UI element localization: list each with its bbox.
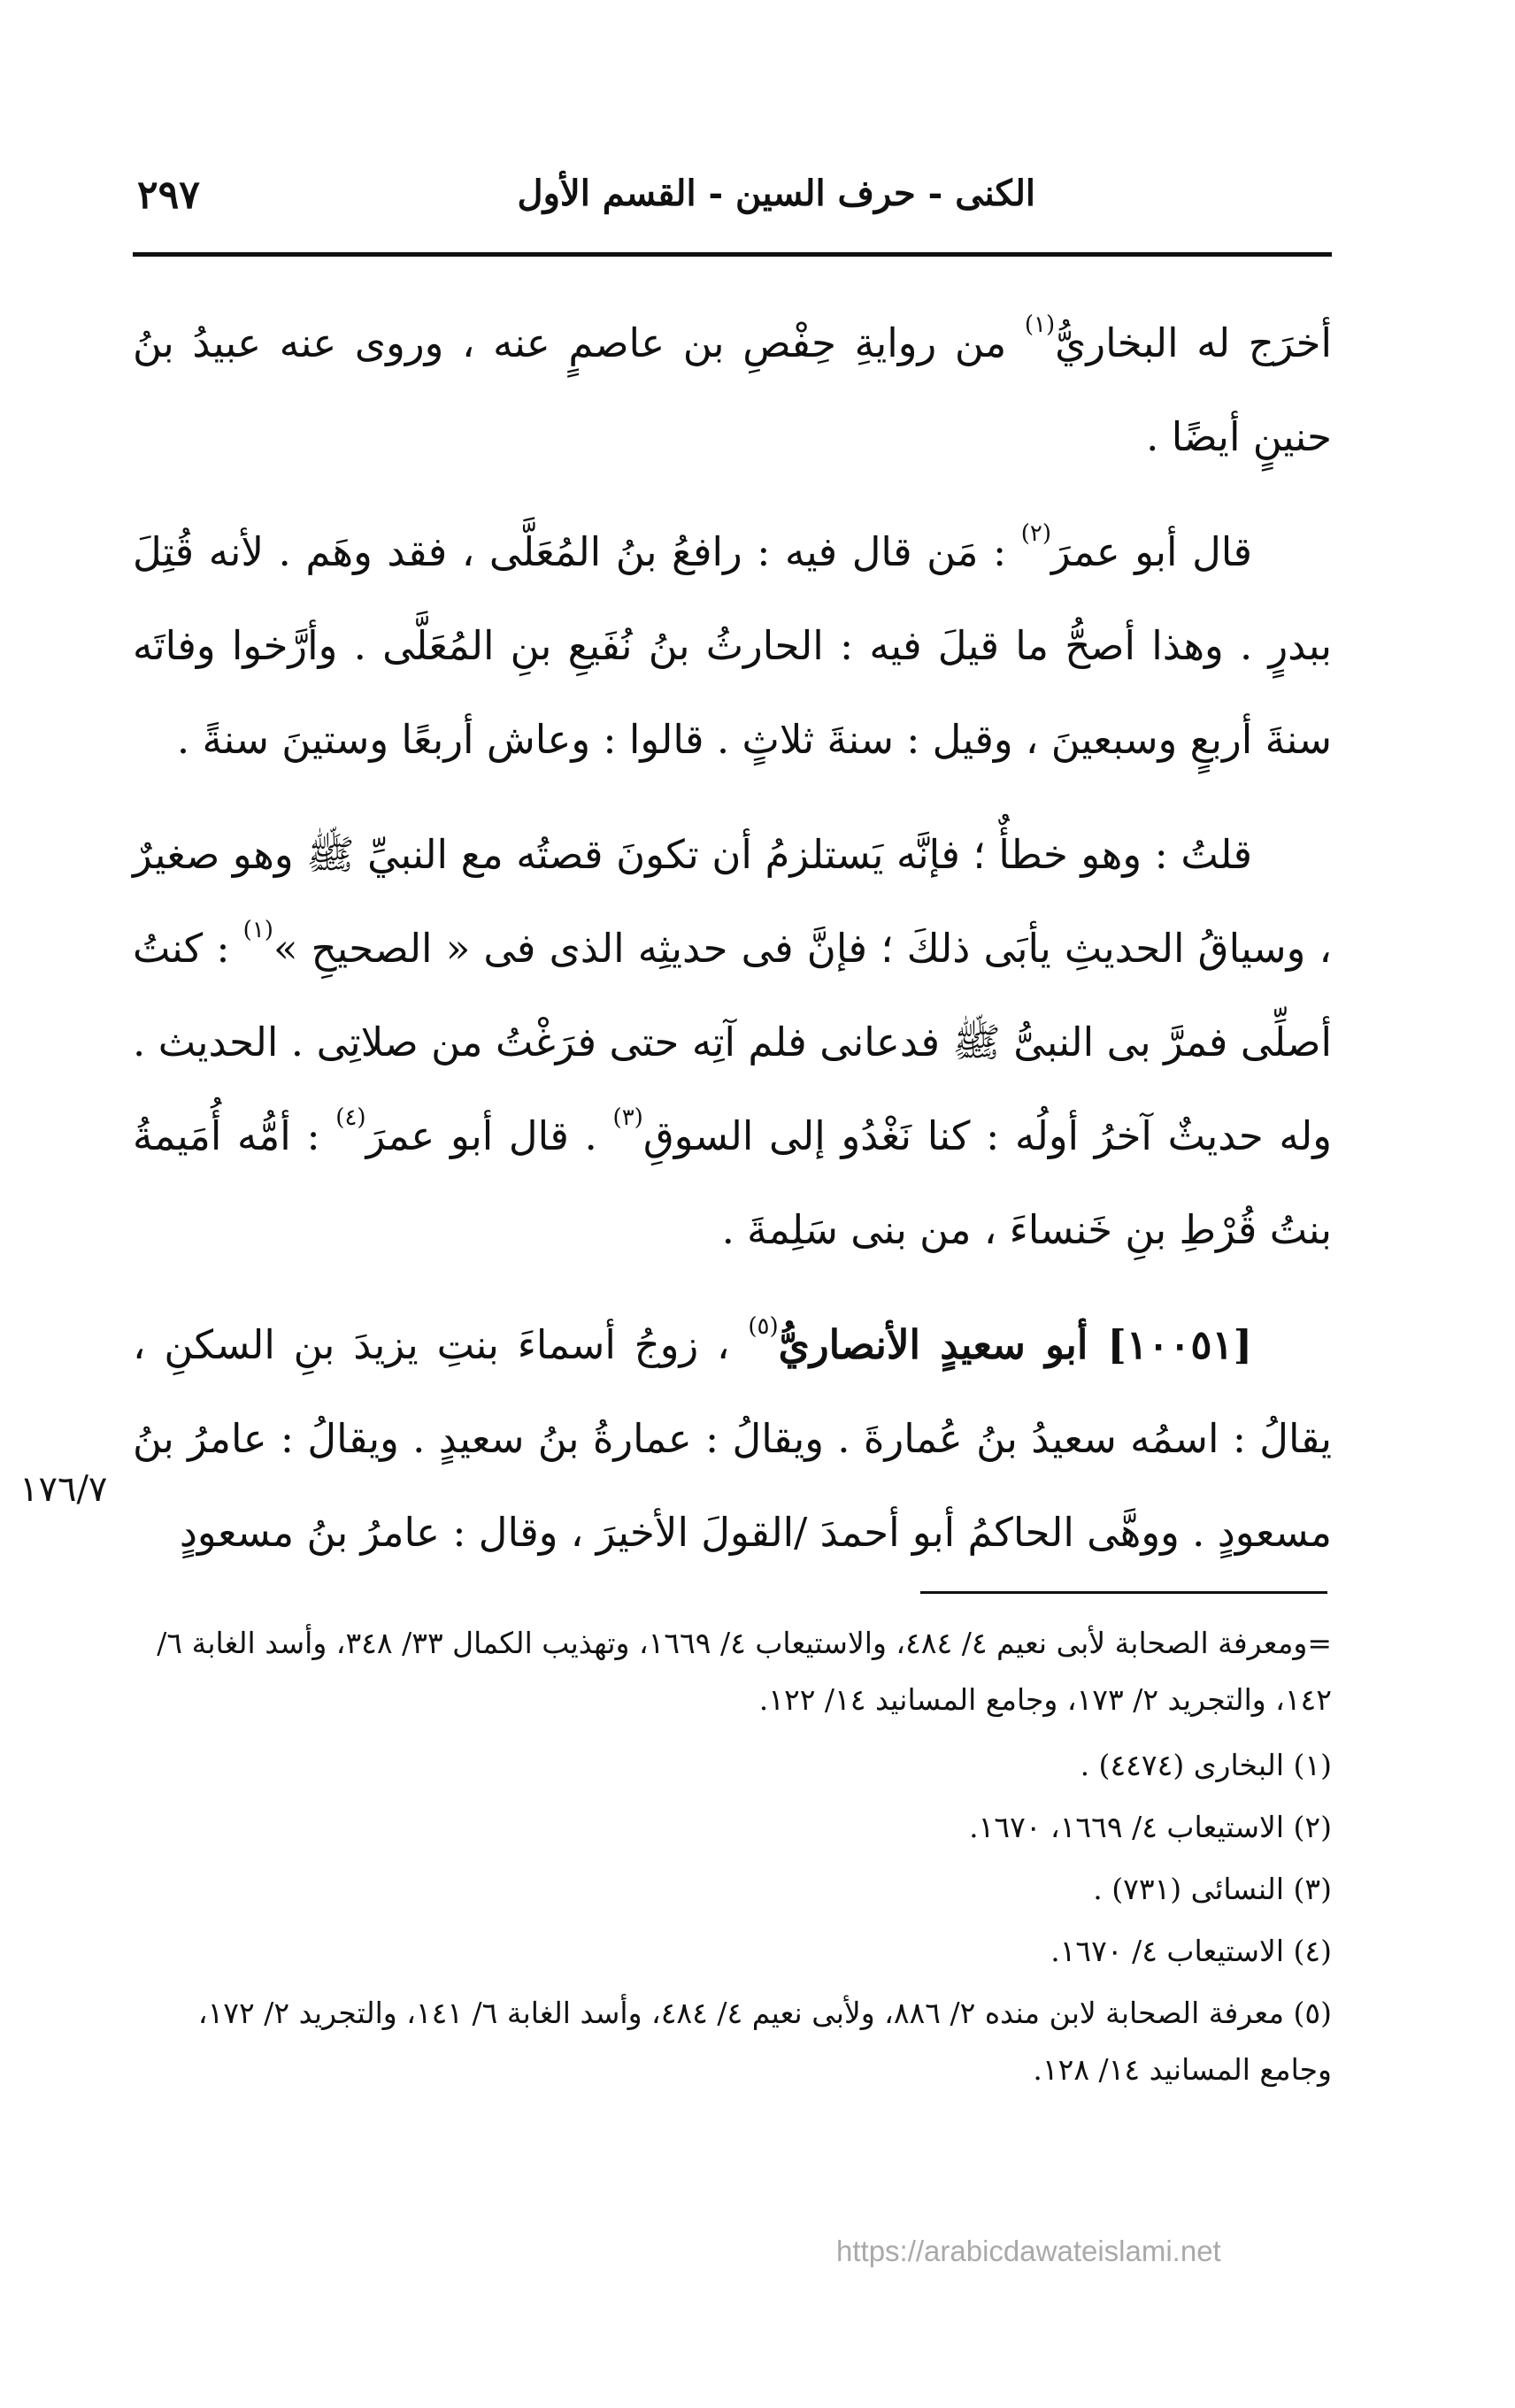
watermark-url: https://arabicdawateislami.net [836,2235,1221,2267]
footnote-continuation: =ومعرفة الصحابة لأبى نعيم ٤/ ٤٨٤، والاستيعاب ٤/ ١٦٦٩، وتهذيب الكمال ٣٣/ ٣٤٨، وأسد الغابة ٦/ ١٤٢، والتجريد ٢/ ١٧٣، وجامع المسانيد ١٤/ ١٢٢. [157,1626,1332,1717]
footnote-marker: (٥) [748,1313,779,1340]
margin-reference: ١٧٦/٧ [19,1469,108,1510]
footnote-marker: (٤) [335,1104,366,1131]
footnote-divider [920,1591,1327,1594]
footnote-5: (٥) معرفة الصحابة لابن منده ٢/ ٨٨٦، ولأبى نعيم ٤/ ٤٨٤، وأسد الغابة ٦/ ١٤١، والتجريد ٢/ ١٧٢، وجامع المسانيد ١٤/ ١٢٨. [197,1996,1332,2087]
entry-number: [١٠٠٥١] [1107,1321,1252,1368]
footnote-marker: (٢) [1020,520,1052,547]
text-run: : أمُّه أُمَيمةُ بنتُ قُرْطِ بنِ خَنساءَ ، من بنى سَلِمةَ . [133,1112,1332,1253]
running-title: الكنى - حرف السين - القسم الأول [517,173,1035,214]
text-run: : كنتُ أصلِّى فمرَّ بى النبىُّ ﷺ فدعانى فلم آتِه حتى فرَغْتُ من صلاتِى . الحديث . وله حديثٌ آخرُ أولُه : كنا نَغْدُو إلى السوقِ [133,925,1332,1159]
text-run: من روايةِ حِفْصِ بن عاصمٍ عنه ، وروى عنه عبيدُ بنُ حنينٍ أيضًا . [133,319,1332,460]
footnote-3: (٣) النسائى (٧٣١) . [1093,1872,1332,1906]
header-divider [133,252,1332,257]
footnote-marker: (٣) [612,1104,643,1131]
footnote-4: (٤) الاستيعاب ٤/ ١٦٧٠. [1050,1934,1332,1968]
main-text [133,296,1332,1601]
paragraph-2 [133,505,1332,787]
footnotes [133,1615,1332,2104]
text-run: قال أبو عمرَ [1051,528,1252,575]
footnote-marker: (١) [242,917,273,943]
footnote-1: (١) البخارى (٤٤٧٤) . [1080,1748,1332,1782]
text-run: ، زوجُ أسماءَ بنتِ يزيدَ بنِ السكنِ ، يقالُ : اسمُه سعيدُ بنُ عُمارةَ . ويقالُ : عمارةُ بنُ سعيدٍ . ويقالُ : عامرُ بنُ مسعودٍ . ووهَّى الحاكمُ أبو أحمدَ /القولَ الأخيرَ ، وقال : عامرُ بنُ مسعودٍ [133,1321,1332,1556]
text-run: . قال أبو عمرَ [365,1112,613,1159]
page-number: ٢٩٧ [137,173,200,218]
paragraph-3 [133,808,1332,1277]
text-run: قلتُ : وهو خطأٌ ؛ فإنَّه يَستلزمُ أن تكونَ قصتُه مع النبيِّ ﷺ وهو صغيرٌ ، وسياقُ الحديثِ يأبَى ذلكَ ؛ فإنَّ فى حديثِه الذى فى « الصحيحِ » [133,831,1332,972]
footnote-2: (٢) الاستيعاب ٤/ ١٦٦٩، ١٦٧٠. [969,1810,1332,1844]
text-run: أخرَج له البخاريُّ [1055,319,1332,366]
running-header [137,173,1327,243]
paragraph-1 [133,296,1332,484]
entry-10051 [133,1298,1332,1580]
footnote-marker: (١) [1024,312,1056,338]
entry-name: أبو سعيدٍ الأنصاريُّ [778,1321,1108,1368]
text-run: : مَن قال فيه : رافعُ بنُ المُعَلَّى ، فقد وهَم . لأنه قُتِلَ ببدرٍ . وهذا أصحُّ ما قيلَ فيه : الحارثُ بنُ نُفَيعِ بنِ المُعَلَّى . وأرَّخوا وفاتَه سنةَ أربعٍ وسبعينَ ، وقيل : سنةَ ثلاثٍ . قالوا : وعاش أربعًا وستينَ سنةً . [133,528,1332,763]
